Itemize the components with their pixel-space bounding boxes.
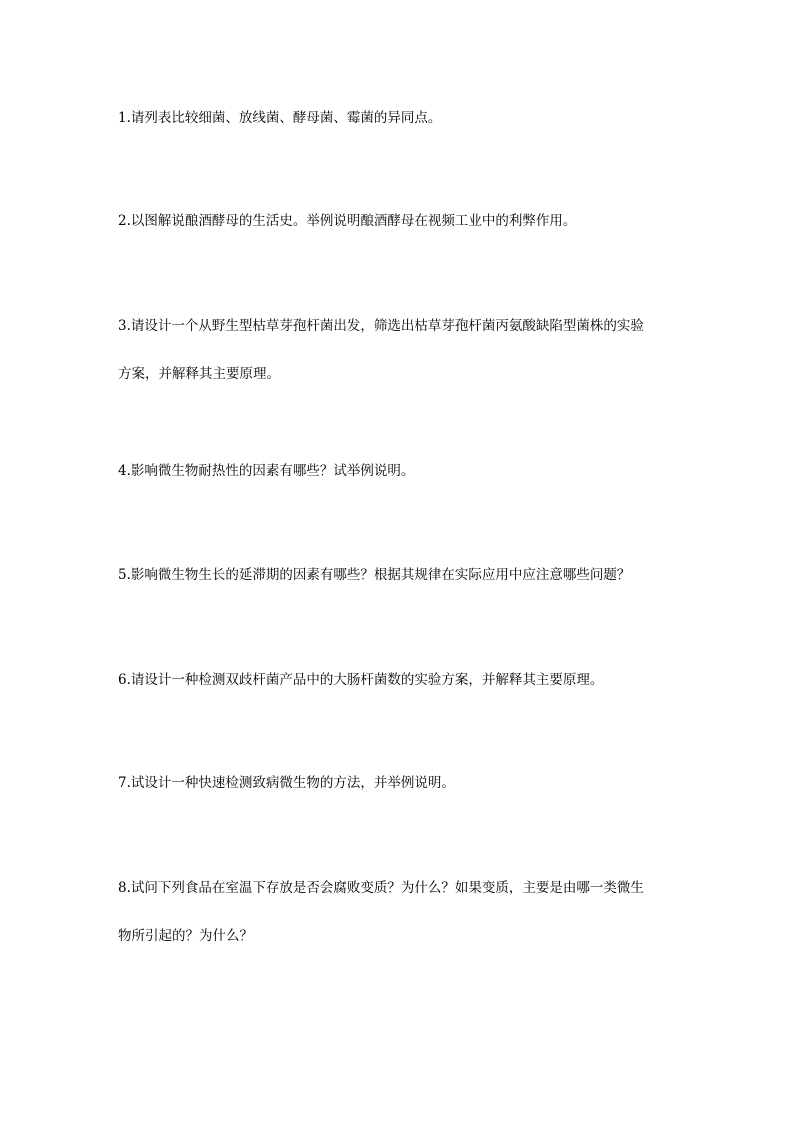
question-5 (118, 551, 678, 599)
question-7 (118, 759, 678, 807)
question-1-line-1: 1.请列表比较细菌、放线菌、酵母菌、霉菌的异同点。 (118, 110, 442, 126)
question-8 (118, 864, 678, 960)
question-8-line-1: 8.试问下列食品在室温下存放是否会腐败变质？为什么？如果变质，主要是由哪一类微生 (118, 880, 644, 896)
question-6 (118, 656, 678, 704)
question-6-line-1: 6.请设计一种检测双歧杆菌产品中的大肠杆菌数的实验方案，并解释其主要原理。 (118, 672, 604, 688)
question-8-line-2: 物所引起的？为什么？ (118, 928, 253, 944)
question-1 (118, 94, 678, 142)
question-5-line-1: 5.影响微生物生长的延滞期的因素有哪些？根据其规律在实际应用中应注意哪些问题？ (118, 567, 631, 583)
question-4 (118, 447, 678, 495)
question-2-line-1: 2.以图解说酿酒酵母的生活史。举例说明酿酒酵母在视频工业中的利弊作用。 (118, 213, 577, 229)
question-2 (118, 197, 678, 245)
question-3-line-2: 方案，并解释其主要原理。 (118, 366, 280, 382)
question-3 (118, 302, 678, 398)
question-3-line-1: 3.请设计一个从野生型枯草芽孢杆菌出发，筛选出枯草芽孢杆菌丙氨酸缺陷型菌株的实验 (118, 318, 644, 334)
question-7-line-1: 7.试设计一种快速检测致病微生物的方法，并举例说明。 (118, 775, 455, 791)
question-4-line-1: 4.影响微生物耐热性的因素有哪些？试举例说明。 (118, 463, 415, 479)
